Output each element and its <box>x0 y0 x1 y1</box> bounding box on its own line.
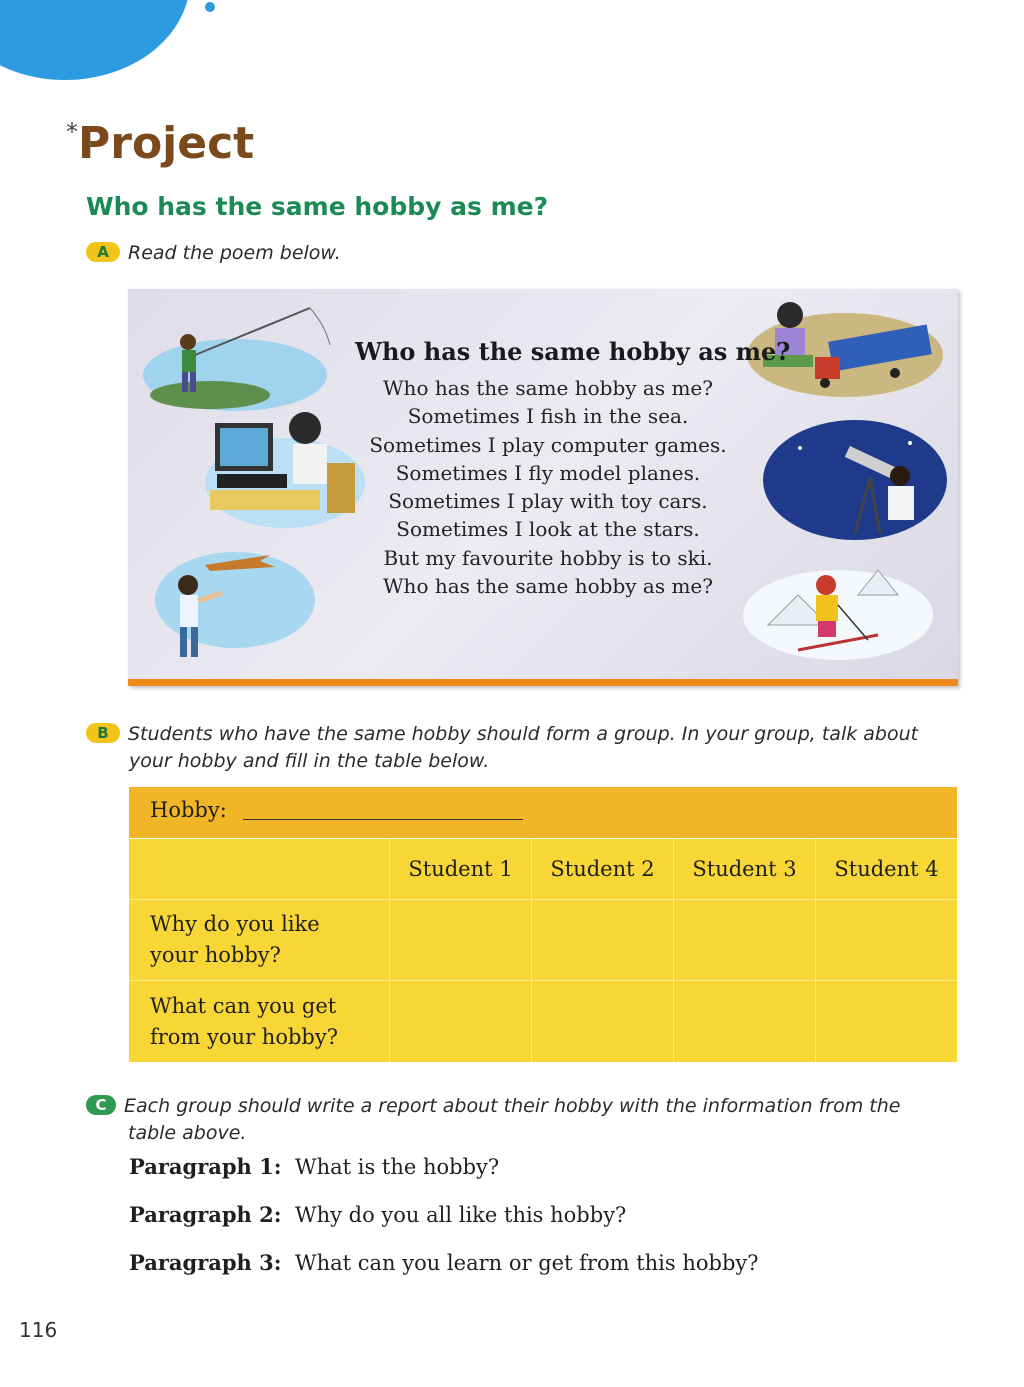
hobby-label: Hobby: <box>150 798 227 822</box>
skiing-illustration <box>738 555 933 665</box>
project-subtitle: Who has the same hobby as me? <box>86 192 549 221</box>
poem-line: Sometimes I play computer games. <box>369 432 727 457</box>
row-header-line: your hobby? <box>150 943 281 967</box>
fishing-illustration <box>140 300 340 415</box>
project-heading <box>66 118 254 169</box>
table-divider <box>129 899 957 900</box>
column-header-student-4: Student 4 <box>834 857 939 881</box>
paragraph-guide-3 <box>129 1250 759 1275</box>
column-header-student-1: Student 1 <box>408 857 513 881</box>
paragraph-label: Paragraph 2: <box>129 1202 282 1227</box>
column-header-student-2: Student 2 <box>550 857 655 881</box>
poem-line: Sometimes I fly model planes. <box>395 460 701 485</box>
row-header-what-get <box>150 991 380 1053</box>
decorative-blue-blob <box>0 0 190 80</box>
step-b-badge: B <box>86 723 120 743</box>
paragraph-label: Paragraph 1: <box>129 1154 282 1179</box>
column-header-student-3: Student 3 <box>692 857 797 881</box>
paragraph-question: What is the hobby? <box>295 1155 500 1179</box>
poem-body <box>338 374 758 600</box>
step-b-text-line2: your hobby and fill in the table below. <box>129 750 490 772</box>
poem-line: Who has the same hobby as me? <box>383 376 713 400</box>
paragraph-question: What can you learn or get from this hobby? <box>295 1251 759 1275</box>
poem-line: Sometimes I play with toy cars. <box>388 489 708 514</box>
step-b-instruction <box>86 721 918 775</box>
step-c-instruction <box>86 1093 900 1147</box>
poem-line: Sometimes I look at the stars. <box>396 517 700 542</box>
table-divider <box>129 980 957 981</box>
hobby-blank-line[interactable] <box>243 819 523 820</box>
paragraph-question: Why do you all like this hobby? <box>295 1203 627 1227</box>
paragraph-guide-1 <box>129 1154 499 1179</box>
hobby-header-row <box>129 787 957 838</box>
paragraph-guide-2 <box>129 1202 626 1227</box>
page-title: Project <box>78 118 255 169</box>
step-b-text-line1: Students who have the same hobby should form a group. In your group, talk about <box>128 723 919 745</box>
row-header-line: from your hobby? <box>150 1025 338 1049</box>
row-header-why-like <box>150 909 380 971</box>
optional-star: * <box>66 118 78 146</box>
poem-line: Who has the same hobby as me? <box>383 574 713 599</box>
row-header-line: Why do you like <box>150 912 320 936</box>
paragraph-label: Paragraph 3: <box>129 1250 282 1275</box>
step-c-text-line1: Each group should write a report about their hobby with the information from the <box>124 1095 901 1117</box>
model-plane-illustration <box>150 545 320 665</box>
step-a-instruction <box>86 240 341 267</box>
row-header-line: What can you get <box>150 994 337 1018</box>
stargazing-illustration <box>760 418 950 543</box>
decorative-blue-dot <box>205 2 215 12</box>
poem-line: But my favourite hobby is to ski. <box>383 545 713 570</box>
step-c-badge: C <box>86 1095 116 1115</box>
step-a-text: Read the poem below. <box>128 242 341 264</box>
page-number: 116 <box>19 1318 58 1342</box>
poem-line: Sometimes I fish in the sea. <box>407 404 689 429</box>
hobby-grid <box>129 839 957 1062</box>
hobby-table <box>129 787 957 1062</box>
step-a-badge: A <box>86 242 120 262</box>
step-c-text-line2: table above. <box>128 1122 247 1144</box>
poem-title: Who has the same hobby as me? <box>355 337 791 366</box>
